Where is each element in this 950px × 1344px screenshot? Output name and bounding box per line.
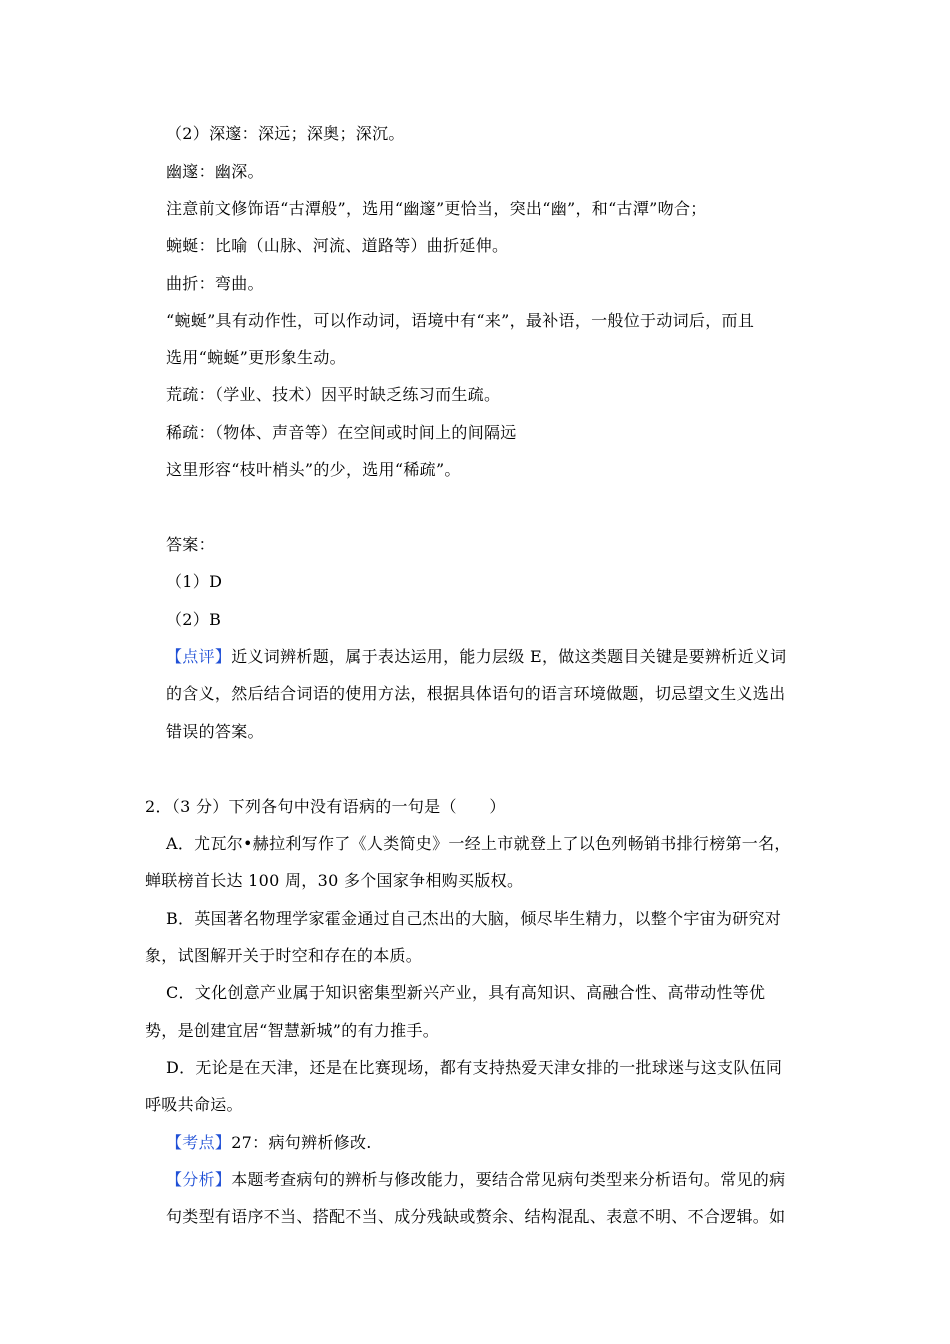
kaodian-text: 27：病句辨析修改.	[231, 1133, 372, 1152]
analysis-line: “蜿蜒”具有动作性，可以作动词，语境中有“来”，最补语，一般位于动词后，而且	[166, 311, 755, 330]
option-d-line: D．无论是在天津，还是在比赛现场，都有支持热爱天津女排的一批球迷与这支队伍同	[166, 1058, 783, 1077]
analysis-line: 荒疏：（学业、技术）因平时缺乏练习而生疏。	[166, 385, 501, 404]
option-c-line: 势，是创建宜居“智慧新城”的有力推手。	[145, 1021, 440, 1040]
analysis-line: 曲折：弯曲。	[166, 274, 264, 293]
question-stem: 2．（3 分）下列各句中没有语病的一句是（ ）	[145, 797, 506, 816]
analysis-line: 蜿蜒：比喻（山脉、河流、道路等）曲折延伸。	[166, 236, 509, 255]
kaodian-line	[166, 1133, 372, 1153]
analysis-line: 这里形容“枝叶梢头”的少，选用“稀疏”。	[166, 460, 461, 479]
fenxi-text: 本题考查病句的辨析与修改能力，要结合常见病句类型来分析语句。常见的病	[231, 1170, 786, 1189]
comment-line: 的含义，然后结合词语的使用方法，根据具体语句的语言环境做题，切忌望文生义选出	[166, 684, 786, 703]
analysis-line: 注意前文修饰语“古潭般”，选用“幽邃”更恰当，突出“幽”，和“古潭”吻合；	[166, 199, 707, 218]
analysis-line: 稀疏：（物体、声音等）在空间或时间上的间隔远	[166, 423, 517, 442]
comment-line	[166, 647, 786, 667]
fenxi-line	[166, 1170, 785, 1190]
analysis-line: 选用“蜿蜒”更形象生动。	[166, 348, 346, 367]
option-c-line: C．文化创意产业属于知识密集型新兴产业，具有高知识、高融合性、高带动性等优	[166, 983, 766, 1002]
option-a-line: 蝉联榜首长达 100 周，30 多个国家争相购买版权。	[145, 871, 524, 890]
option-a-line: A．尤瓦尔•赫拉利写作了《人类简史》一经上市就登上了以色列畅销书排行榜第一名，	[166, 834, 791, 853]
fenxi-tag: 【分析】	[166, 1170, 232, 1189]
answer-item: （2）B	[166, 610, 222, 629]
option-b-line: B．英国著名物理学家霍金通过自己杰出的大脑，倾尽毕生精力，以整个宇宙为研究对	[166, 909, 782, 928]
answer-item: （1）D	[166, 572, 223, 591]
answer-label: 答案：	[166, 535, 215, 554]
comment-text: 近义词辨析题，属于表达运用，能力层级 E，做这类题目关键是要辨析近义词	[231, 647, 787, 666]
option-b-line: 象，试图解开关于时空和存在的本质。	[145, 946, 423, 965]
comment-line: 错误的答案。	[166, 722, 264, 741]
comment-tag: 【点评】	[166, 647, 232, 666]
analysis-line: （2）深邃：深远；深奥；深沉。	[166, 124, 405, 143]
fenxi-line: 句类型有语序不当、搭配不当、成分残缺或赘余、结构混乱、表意不明、不合逻辑。如	[166, 1207, 786, 1226]
kaodian-tag: 【考点】	[166, 1133, 232, 1152]
analysis-line: 幽邃：幽深。	[166, 162, 264, 181]
option-d-line: 呼吸共命运。	[145, 1095, 243, 1114]
